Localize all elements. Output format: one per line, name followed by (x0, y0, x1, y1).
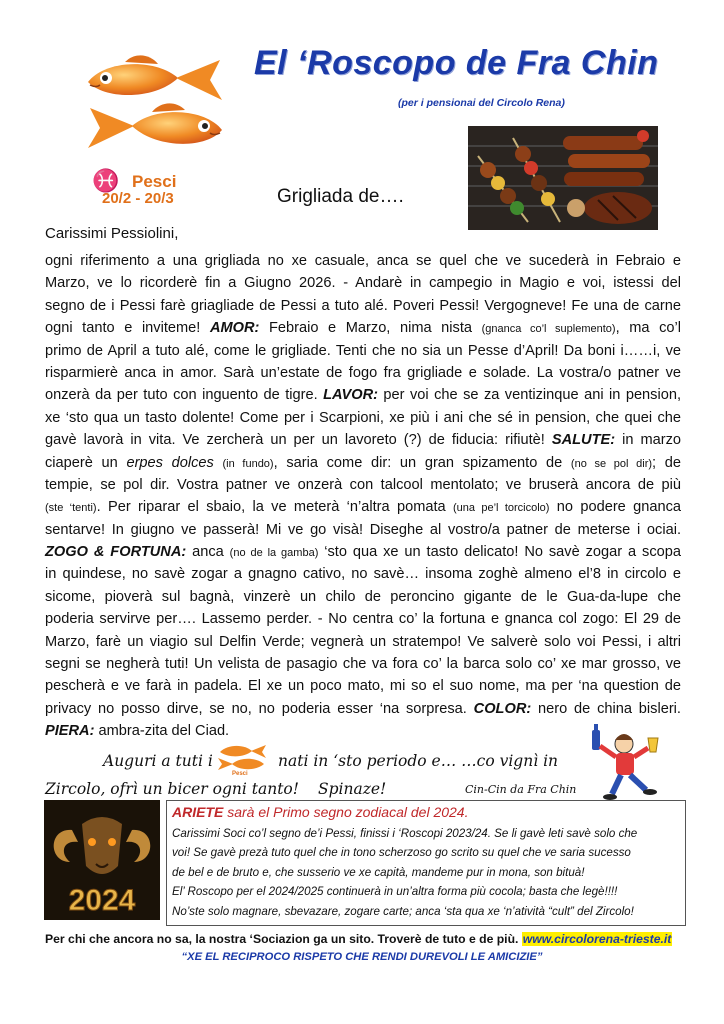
page-subtitle: (per i pensionai del Circolo Rena) (398, 97, 565, 109)
greeting: Carissimi Pessiolini, (45, 225, 179, 242)
mini-logo-label: Pesci (232, 771, 248, 776)
body-line: poderia servirve per…. Lassemo perder. - No centra co’ la fortuna e gnanca col zogo: El 29 de (45, 611, 681, 628)
signature: Cin-Cin da Fra Chin (465, 783, 577, 796)
grill-photo (468, 126, 658, 230)
body-line: onzerà da per tuto con inguento de tigre. LAVOR: per voi che se za ventizinque ani in pension, (45, 387, 682, 404)
body-line: ciaperè un erpes dolces (in fundo), saria come dir: un gran spizamento de (no se pol dir); de (45, 454, 681, 471)
color-label: COLOR: (473, 700, 532, 717)
news-text (172, 824, 680, 921)
body-line: segno de i Pessi farè griagliade de Pessi a tuto alé. Poveri Pessi! Vergogneve! Fe una de carne (45, 297, 681, 314)
news-line: No’ste solo magnare, sbevazare, zogare carte; anca ‘sta qua xe ‘n’atività “cult” del Zircolo! (172, 904, 634, 918)
zogo-label: ZOGO & FORTUNA: (45, 544, 187, 561)
salute-label: SALUTE: (551, 432, 616, 449)
body-line: segni se negherà tuti! Un velista de pasagio che va fora co’ la barca solo co’ xe mar grosso, ve (45, 656, 681, 673)
section-title: Grigliada de…. (277, 186, 404, 207)
website-link[interactable]: www.circolorena-trieste.it (522, 932, 672, 946)
zodiac-name: Pesci (132, 172, 177, 191)
news-line: El’ Roscopo per el 2024/2025 continuerà in un’altra forma più cocola; basta che legè!!!! (172, 885, 618, 899)
body-line: tempie, se pol dir. Vostra patner ve onzerà con talcool mentolato; ve bruserà ancora de più (45, 476, 681, 493)
body-line: xe ‘sto qua un tasto dolente! Come per i Scarpioni, xe più i ani che sé in pension, che quei che (45, 409, 681, 426)
body-line: pescherà e ve farà in padela. El xe un poco mato, mi so el suo nome, ma per ‘na question de (45, 678, 681, 695)
body-line: Marzo, ve lo ricorderè fin a Giugno 2026. - Andarè in campegio in Magio e voi, istessi del (45, 275, 681, 292)
body-line: in quindese, no savè zogar a gnagno cativo, no savè… insoma zoghè almeno el’8 in circolo e (45, 566, 681, 583)
auguri-text: nati in ‘sto periodo e… …co vignì in (278, 752, 559, 770)
lavor-label: LAVOR: (323, 387, 378, 404)
body-line: primo de April a tuto alé, come le grigliade. Tenti che no sia un Pesse d’April! Da boni i……i, ve (45, 342, 681, 359)
auguri-text: Auguri a tuti i (103, 752, 213, 770)
page-title: El ‘Roscopo de Fra Chin (254, 44, 659, 82)
year-label: 2024 (68, 884, 136, 917)
pisces-mini-logo (214, 742, 270, 776)
pisces-fish-logo (70, 52, 240, 172)
body-line: sicome, pioverà sul bagnà, vinzerè un chilo de peroncino gigante de le Gua-da-lupe che (45, 588, 681, 605)
body-line: risparmierè anca in amor. Sarà un’estate de fogo fra grigliade e solade. La vostra/o patner ve (45, 364, 681, 381)
news-line: voi! Se gavè prezà tuto quel che in tono scherzoso go scrito su quel che ve saria sucesso (172, 846, 631, 860)
amor-label: AMOR: (209, 320, 260, 337)
news-title: ARIETE sarà el Primo segno zodiacal del 2024. (172, 804, 469, 820)
body-line: (ste ‘tenti). Per riparar el sbaio, la ve meterà ‘n’altra pomata (una pe’l torcicolo) no podere gnanca (45, 499, 682, 516)
body-line: Marzo, farè un viagio sul Delfin Verde; vegnerà un stratempo! Ve salverè solo voi Pessi, i altri (45, 633, 681, 650)
footer (45, 932, 672, 946)
body-line: gavè lavorà in vita. Ve zercherà un per un lavoreto (?) de fiducia: rifiutè! SALUTE: in marzo (45, 432, 681, 449)
news-line: de bel e de bruto e, che susserio ve xe capità, mandeme pur in mona, son bituà! (172, 865, 585, 879)
body-line: PIERA: ambra-zita del Ciad. (45, 723, 230, 740)
footer-text: Per chi che ancora no sa, la nostra ‘Sociazion ga un sito. Troverè de tuto e de più. (45, 932, 522, 946)
cheers-cartoon-figure (586, 724, 676, 804)
zodiac-dates: 20/2 - 20/3 (102, 190, 174, 207)
auguri-text: Zircolo, ofrì un bicer ogni tanto! (45, 780, 299, 798)
horoscope-body (45, 250, 681, 743)
news-line: Carissimi Soci co’l segno de’i Pessi, finissi i ‘Roscopi 2023/24. Se li gavè leti savè solo che (172, 827, 638, 840)
body-line: sentarve! In giugno ve passerà! Mi ve go visà! Diseghe al vostro/a patner de meterse i ociai. (45, 521, 681, 538)
body-line: privacy no posso dirve, se no, no poderia esser ‘na sorpresa. COLOR: nero de china bisleri. (45, 700, 681, 717)
ram-2024-image (44, 800, 160, 920)
body-line: ogni tanto e inviteme! AMOR: Febraio e Marzo, nima nista (gnanca co’l suplemento), ma co’l (45, 320, 682, 337)
spinaze-text: Spinaze! (318, 780, 387, 798)
piera-label: PIERA: (45, 723, 95, 740)
motto: “XE EL RECIPROCO RISPETO CHE RENDI DUREVOLI LE AMICIZIE” (181, 951, 543, 963)
pisces-symbol-icon: ♓ (92, 168, 120, 193)
body-line: ZOGO & FORTUNA: anca (no de la gamba) ‘sto qua xe un tasto delicato! No savè zogar a scopa (45, 544, 681, 561)
zodiac-label (92, 168, 232, 208)
body-line: ogni riferimento a una grigliada no xe casuale, anca se quel che ve sucederà in Febraio e (45, 253, 681, 269)
